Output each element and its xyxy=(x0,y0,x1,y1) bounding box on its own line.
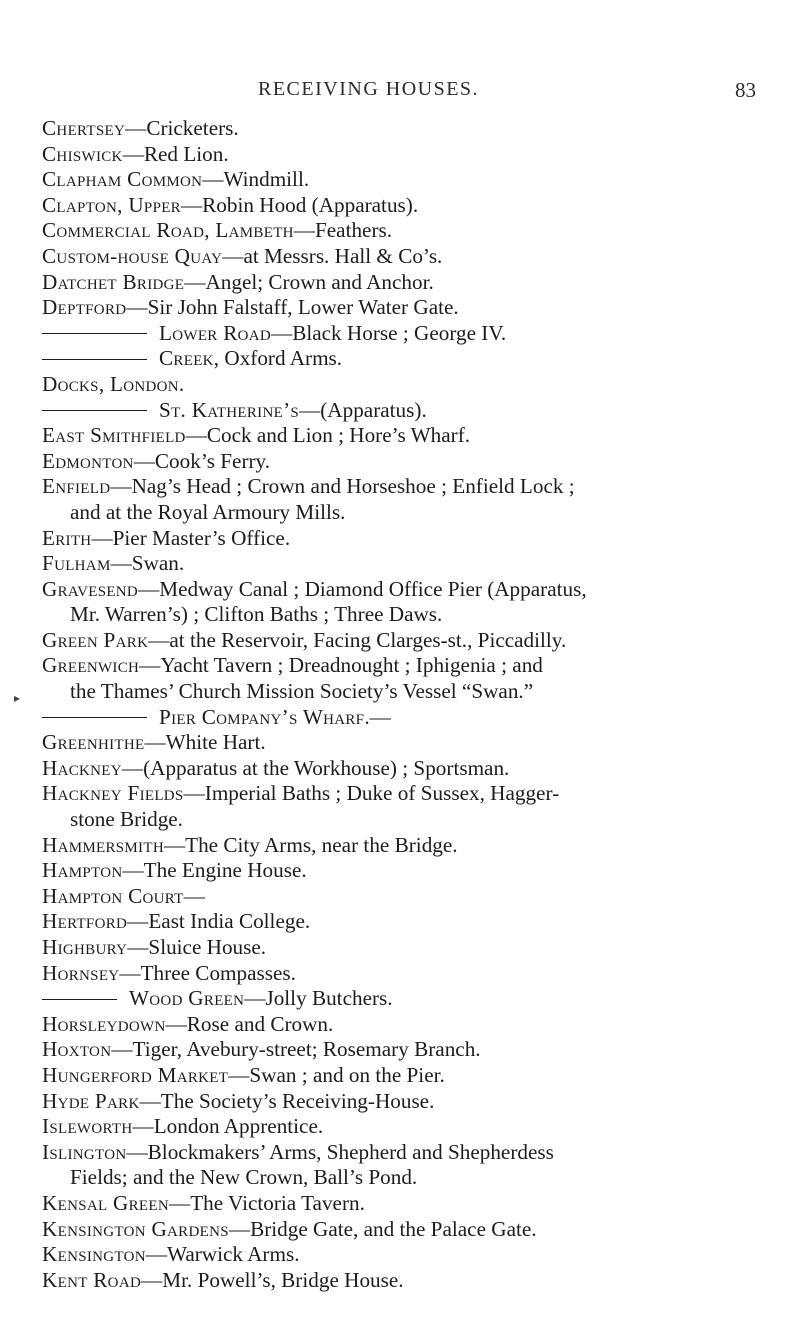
entry-continuation-line xyxy=(42,1165,782,1191)
entry-line xyxy=(42,909,782,935)
house-description: —Three Compasses. xyxy=(119,960,296,985)
house-description: —Bridge Gate, and the Palace Gate. xyxy=(228,1216,537,1241)
house-description: —Cock and Lion ; Hore’s Wharf. xyxy=(185,423,471,448)
house-description: —Windmill. xyxy=(202,167,310,192)
house-description: —Robin Hood (Apparatus). xyxy=(180,192,419,217)
receiving-houses-list xyxy=(42,116,782,1293)
house-description: —Black Horse ; George IV. xyxy=(271,320,507,345)
place-name: Hungerford Market xyxy=(42,1062,229,1087)
entry-line xyxy=(42,1114,782,1140)
entry-line xyxy=(42,1063,782,1089)
house-description: the Thames’ Church Mission Society’s Vessel “Swan.” xyxy=(70,679,534,704)
entry-line xyxy=(42,218,782,244)
entry-line xyxy=(42,884,782,910)
place-name: Hackney xyxy=(42,755,122,780)
place-name: Docks, London. xyxy=(42,371,185,396)
entry-line xyxy=(42,858,782,884)
place-name: East Smithfield xyxy=(42,423,186,448)
entry-line xyxy=(42,116,782,142)
house-description: —Imperial Baths ; Duke of Sussex, Hagger- xyxy=(183,781,560,806)
place-name: Highbury xyxy=(42,935,128,959)
house-description: —Warwick Arms. xyxy=(145,1242,300,1267)
entry-line xyxy=(42,781,782,807)
house-description: —(Apparatus at the Workhouse) ; Sportsman. xyxy=(121,755,510,780)
entry-continuation-line xyxy=(42,602,782,628)
entry-line xyxy=(42,270,782,296)
place-name: Kensington xyxy=(42,1242,146,1267)
place-name: Clapton, Upper xyxy=(42,192,181,217)
entry-line xyxy=(42,526,782,552)
house-description: —East India College. xyxy=(127,909,311,934)
place-name: Hoxton xyxy=(42,1037,112,1062)
entry-line xyxy=(42,935,782,961)
house-description: —London Apprentice. xyxy=(132,1114,324,1139)
place-name: Fulham xyxy=(42,551,111,576)
house-description: —(Apparatus). xyxy=(299,397,427,422)
house-description: —Cricketers. xyxy=(125,116,239,140)
entry-line xyxy=(42,1191,782,1217)
entry-line xyxy=(42,423,782,449)
house-description: —Feathers. xyxy=(293,218,393,243)
house-description: —Jolly Butchers. xyxy=(244,986,393,1011)
place-name: Erith xyxy=(42,525,92,550)
house-description: — xyxy=(183,883,205,908)
entry-line xyxy=(42,756,782,782)
place-name: Deptford xyxy=(42,295,127,320)
place-name: Greenhithe xyxy=(42,730,145,755)
ditto-dash xyxy=(42,410,147,411)
house-description: —Angel; Crown and Anchor. xyxy=(184,269,434,294)
entry-line xyxy=(42,1242,782,1268)
house-description: —The Society’s Receiving-House. xyxy=(139,1088,435,1113)
entry-line xyxy=(42,398,782,424)
house-description: —Mr. Powell’s, Bridge House. xyxy=(141,1267,404,1292)
place-name: Hertford xyxy=(42,909,128,934)
entry-line xyxy=(42,628,782,654)
place-name: Isleworth xyxy=(42,1114,133,1139)
entry-line xyxy=(42,142,782,168)
house-description: and at the Royal Armoury Mills. xyxy=(70,499,346,524)
running-header xyxy=(0,78,801,108)
place-name: Pier Company’s Wharf xyxy=(159,704,365,729)
place-name: Datchet Bridge xyxy=(42,269,185,294)
place-name: Clapham Common xyxy=(42,167,203,192)
house-description: —Blockmakers’ Arms, Shepherd and Shepherdess xyxy=(126,1139,554,1164)
margin-mark: ▸ xyxy=(14,691,21,705)
entry-continuation-line xyxy=(42,679,782,705)
place-name: Custom-house Quay xyxy=(42,243,223,268)
entry-line xyxy=(42,244,782,270)
place-name: Gravesend xyxy=(42,576,139,601)
place-name: Kensal Green xyxy=(42,1190,169,1215)
entry-line xyxy=(42,1140,782,1166)
house-description: —Nag’s Head ; Crown and Horseshoe ; Enfield Lock ; xyxy=(110,474,575,499)
house-description: —The Engine House. xyxy=(122,858,307,883)
entry-line xyxy=(42,653,782,679)
place-name: Greenwich xyxy=(42,653,140,678)
place-name: Hampton xyxy=(42,858,123,883)
house-description: Mr. Warren’s) ; Clifton Baths ; Three Daws. xyxy=(70,602,443,627)
place-name: Hyde Park xyxy=(42,1088,140,1113)
ditto-dash xyxy=(42,333,147,334)
place-name: Hackney Fields xyxy=(42,781,184,806)
house-description: —Rose and Crown. xyxy=(165,1011,334,1036)
entry-line xyxy=(42,577,782,603)
place-name: Islington xyxy=(42,1139,127,1164)
house-description: stone Bridge. xyxy=(70,807,183,832)
entry-line xyxy=(42,372,782,398)
place-name: Hampton Court xyxy=(42,883,184,908)
house-description: —Swan ; and on the Pier. xyxy=(228,1062,445,1087)
place-name: Commercial Road, Lambeth xyxy=(42,218,294,243)
entry-line xyxy=(42,833,782,859)
place-name: Chertsey xyxy=(42,116,126,140)
house-description: —The Victoria Tavern. xyxy=(169,1190,365,1215)
entry-line xyxy=(42,1268,782,1294)
entry-line xyxy=(42,730,782,756)
house-description: —Red Lion. xyxy=(122,141,229,166)
entry-line xyxy=(42,193,782,219)
entry-line xyxy=(42,346,782,372)
entry-continuation-line xyxy=(42,500,782,526)
ditto-dash xyxy=(42,717,147,718)
ditto-dash xyxy=(42,999,117,1000)
place-name: Horsleydown xyxy=(42,1011,166,1036)
house-description: —Tiger, Avebury-street; Rosemary Branch. xyxy=(111,1037,481,1062)
house-description: —at Messrs. Hall & Co’s. xyxy=(222,243,443,268)
entry-line xyxy=(42,474,782,500)
entry-line xyxy=(42,321,782,347)
place-name: Chiswick xyxy=(42,141,123,166)
place-name: Wood Green xyxy=(129,986,245,1011)
house-description: —The City Arms, near the Bridge. xyxy=(163,832,458,857)
place-name: Hammersmith xyxy=(42,832,164,857)
place-name: Kent Road xyxy=(42,1267,142,1292)
place-name: Green Park xyxy=(42,627,149,652)
place-name: St. Katherine’s xyxy=(159,397,300,422)
page-number: 83 xyxy=(735,78,756,102)
entry-line xyxy=(42,551,782,577)
entry-line xyxy=(42,1217,782,1243)
entry-line xyxy=(42,167,782,193)
house-description: —Medway Canal ; Diamond Office Pier (Apparatus, xyxy=(138,576,587,601)
entry-continuation-line xyxy=(42,807,782,833)
house-description: , Oxford Arms. xyxy=(213,346,343,371)
place-name: Creek xyxy=(159,346,214,371)
house-description: —White Hart. xyxy=(144,730,266,755)
house-description: —Sir John Falstaff, Lower Water Gate. xyxy=(126,295,459,320)
entry-line xyxy=(42,449,782,475)
house-description: —Cook’s Ferry. xyxy=(133,448,271,473)
entry-line xyxy=(42,1012,782,1038)
house-description: —Yacht Tavern ; Dreadnought ; Iphigenia ; and xyxy=(139,653,543,678)
house-description: —Pier Master’s Office. xyxy=(91,525,291,550)
place-name: Hornsey xyxy=(42,960,120,985)
place-name: Kensington Gardens xyxy=(42,1216,229,1241)
entry-line xyxy=(42,1089,782,1115)
house-description: —at the Reservoir, Facing Clarges-st., Piccadilly. xyxy=(148,627,567,652)
house-description: —Swan. xyxy=(110,551,185,576)
place-name: Lower Road xyxy=(159,320,272,345)
ditto-dash xyxy=(42,359,147,360)
entry-line xyxy=(42,986,782,1012)
entry-line xyxy=(42,295,782,321)
place-name: Edmonton xyxy=(42,448,134,473)
house-description: —Sluice House. xyxy=(127,935,267,959)
running-title: RECEIVING HOUSES. xyxy=(258,78,480,100)
entry-line xyxy=(42,1037,782,1063)
house-description: Fields; and the New Crown, Ball’s Pond. xyxy=(70,1165,418,1190)
place-name: Enfield xyxy=(42,474,111,499)
entry-line xyxy=(42,961,782,987)
entry-line xyxy=(42,705,782,731)
house-description: .— xyxy=(364,704,391,729)
